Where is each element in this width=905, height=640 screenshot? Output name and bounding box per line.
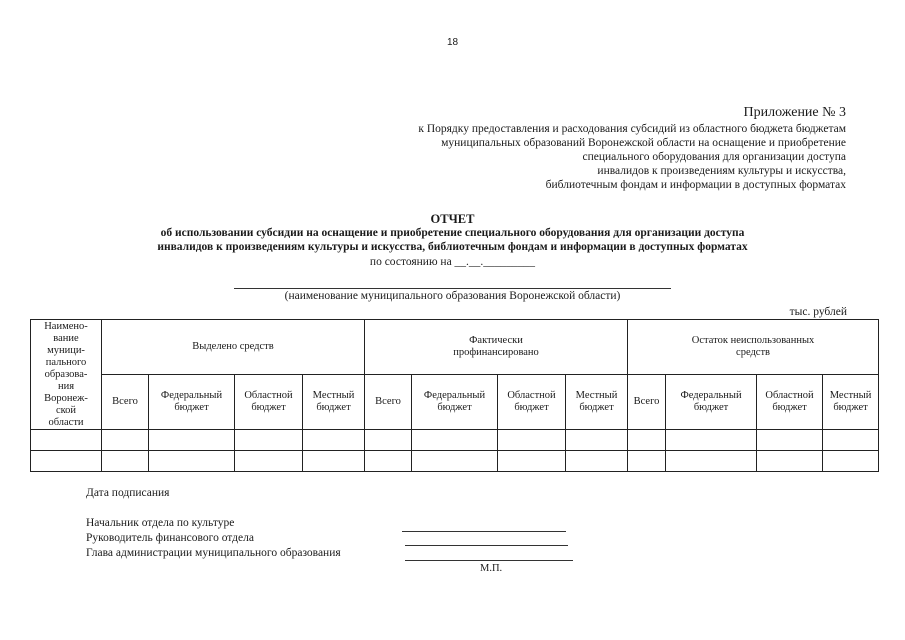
municipality-name-line <box>234 288 671 289</box>
subheader-federal: Федеральный бюджет <box>412 375 498 430</box>
group-header-allocated: Выделено средств <box>102 320 365 375</box>
subheader-local: Местный бюджет <box>303 375 365 430</box>
table-cell <box>628 430 666 451</box>
table-cell <box>498 451 566 472</box>
table-cell <box>757 451 823 472</box>
municipality-column-header: Наимено- вание муници- пального образова- ния Воронеж- ской области <box>31 320 102 430</box>
table-cell <box>823 430 879 451</box>
subheader-local: Местный бюджет <box>566 375 628 430</box>
stamp-placeholder: М.П. <box>480 563 503 574</box>
group-header-financed: Фактически профинансировано <box>365 320 628 375</box>
table-cell <box>303 451 365 472</box>
units-label: тыс. рублей <box>789 306 847 318</box>
table-cell <box>566 430 628 451</box>
table-cell <box>102 451 149 472</box>
signature-line <box>405 560 573 561</box>
subheader-total: Всего <box>365 375 412 430</box>
subheader-total: Всего <box>628 375 666 430</box>
table-cell <box>566 451 628 472</box>
report-subtitle-line: инвалидов к произведениям культуры и искусства, библиотечным фондам и информации в доступных форматах <box>157 241 748 253</box>
table-cell <box>628 451 666 472</box>
subheader-total: Всего <box>102 375 149 430</box>
appendix-title: Приложение № 3 <box>743 105 846 120</box>
table-cell <box>823 451 879 472</box>
table-cell <box>412 451 498 472</box>
report-subtitle-line: об использовании субсидии на оснащение и приобретение специального оборудования для организации доступа <box>160 227 745 239</box>
signature-label: Глава администрации муниципального образования <box>86 547 341 559</box>
appendix-line: муниципальных образований Воронежской области на оснащение и приобретение <box>441 137 846 149</box>
municipality-caption: (наименование муниципального образования Воронежской области) <box>284 290 621 302</box>
subheader-local: Местный бюджет <box>823 375 879 430</box>
signature-label: Руководитель финансового отдела <box>86 532 254 544</box>
table-cell <box>365 430 412 451</box>
report-subtitle <box>0 226 905 254</box>
appendix-line: инвалидов к произведениям культуры и искусства, <box>597 165 846 177</box>
appendix-line: к Порядку предоставления и расходования субсидий из областного бюджета бюджетам <box>418 123 846 135</box>
as-of-date: по состоянию на __.__._________ <box>369 256 536 268</box>
appendix-line: специального оборудования для организации доступа <box>582 151 846 163</box>
table-cell <box>666 451 757 472</box>
signature-label: Начальник отдела по культуре <box>86 517 235 529</box>
signature-line <box>402 531 566 532</box>
subheader-regional: Областной бюджет <box>235 375 303 430</box>
group-header-remaining: Остаток неиспользованных средств <box>628 320 879 375</box>
table-row <box>31 451 879 472</box>
page-number: 18 <box>446 37 459 48</box>
table-cell <box>31 430 102 451</box>
appendix-line: библиотечным фондам и информации в доступных форматах <box>545 179 846 191</box>
table-cell <box>757 430 823 451</box>
table-cell <box>31 451 102 472</box>
subheader-regional: Областной бюджет <box>498 375 566 430</box>
subheader-federal: Федеральный бюджет <box>149 375 235 430</box>
table-cell <box>149 451 235 472</box>
signature-line <box>405 545 568 546</box>
table-cell <box>412 430 498 451</box>
appendix-block <box>326 104 846 192</box>
subheader-federal: Федеральный бюджет <box>666 375 757 430</box>
table-cell <box>498 430 566 451</box>
table-cell <box>235 430 303 451</box>
table-cell <box>235 451 303 472</box>
subheader-regional: Областной бюджет <box>757 375 823 430</box>
report-table <box>30 319 879 472</box>
table-cell <box>303 430 365 451</box>
signing-date-label: Дата подписания <box>86 487 170 499</box>
table-row <box>31 430 879 451</box>
table-cell <box>102 430 149 451</box>
table-cell <box>149 430 235 451</box>
report-title: ОТЧЕТ <box>430 212 475 226</box>
table-cell <box>365 451 412 472</box>
table-cell <box>666 430 757 451</box>
